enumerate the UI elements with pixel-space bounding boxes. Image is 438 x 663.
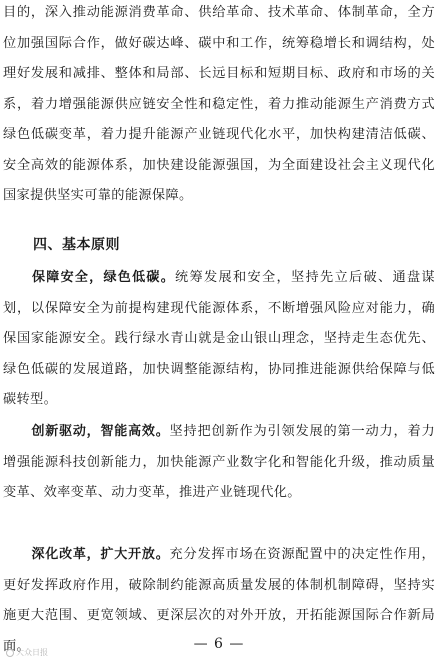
principle-lead-2: 创新驱动，智能高效。 — [31, 424, 170, 439]
section-heading: 四、基本原则 — [33, 237, 120, 253]
intro-paragraph — [3, 0, 435, 212]
watermark-text: 大众日报 — [16, 648, 48, 657]
watermark-logo-icon — [6, 649, 14, 657]
principle-lead-3: 深化改革，扩大开放。 — [31, 547, 170, 562]
principle-text-2: 坚持把创新作为引领发展的第一动力，着力增强能源科技创新能力，加快能源产业数字化和智能化升级，推动质量变革、效率变革、动力变革，推进产业链现代化。 — [3, 424, 435, 500]
principle-text-1: 统筹发展和安全，坚持先立后破、通盘谋划，以保障安全为前提构建现代能源体系，不断增强风险应对能力，确保国家能源安全。践行绿水青山就是金山银山理念，坚持走生态优先、绿色低碳的发展道路，加快调整能源结构，协同推进能源供给保障与低碳转型。 — [3, 270, 435, 407]
principle-text-3: 充分发挥市场在资源配置中的决定性作用，更好发挥政府作用，破除制约能源高质量发展的体制机制障碍，坚持实施更大范围、更宽领域、更深层次的对外开放，开拓能源国际合作新局面。 — [3, 547, 435, 654]
principle-paragraph-2 — [3, 417, 435, 509]
principle-lead-1: 保障安全，绿色低碳。 — [31, 270, 176, 285]
page-number: — 6 — — [193, 636, 245, 652]
watermark — [6, 647, 48, 658]
principle-paragraph-1 — [3, 263, 435, 416]
intro-text: 目的，深入推动能源消费革命、供给革命、技术革命、体制革命，全方位加强国际合作，做好碳达峰、碳中和工作，统筹稳增长和调结构，处理好发展和减排、整体和局部、长远目标和短期目标、政府和市场的关系，着力增强能源供应链安全性和稳定性，着力推动能源生产消费方式绿色低碳变革，着力提升能源产业链现代化水平，加快构建清洁低碳、安全高效的能源体系，加快建设能源强国，为全面建设社会主义现代化国家提供坚实可靠的能源保障。 — [3, 5, 435, 203]
